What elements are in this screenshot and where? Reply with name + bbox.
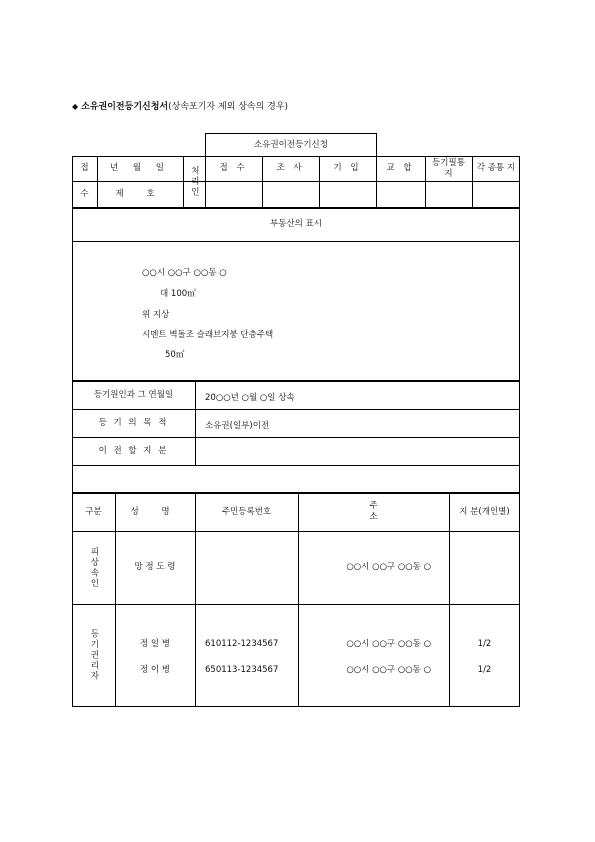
holder-2-resident-id: 650113-1234567 bbox=[205, 665, 279, 675]
col-collation: 교 합 bbox=[386, 163, 415, 174]
header-category: 구분 bbox=[85, 506, 102, 517]
deceased-name: 망 정 도 령 bbox=[134, 562, 176, 573]
property-line-land: 대 100㎡ bbox=[160, 289, 196, 299]
holder-1-resident-id: 610112-1234567 bbox=[205, 639, 279, 649]
application-header: 소유권이전등기신청 bbox=[254, 139, 328, 150]
reception-number: 제 호 bbox=[115, 189, 165, 200]
holder-1-name: 정 일 병 bbox=[139, 638, 171, 649]
reception-char-2: 수 bbox=[80, 189, 89, 200]
property-line-area: 50㎡ bbox=[165, 350, 185, 360]
holder-2-share: 1/2 bbox=[477, 664, 492, 675]
holders-group-label: 등기권리자 bbox=[88, 629, 99, 682]
property-line-building: 시멘트 벽돌조 슬래브지붕 단층주택 bbox=[142, 330, 274, 340]
property-heading: 부동산의 표시 bbox=[270, 219, 322, 230]
reception-date: 년 월 일 bbox=[109, 163, 171, 174]
cause-label: 등기원인과 그 연월일 bbox=[93, 389, 174, 400]
processor-label: 처리인 bbox=[189, 166, 200, 198]
header-name: 성 명 bbox=[130, 506, 180, 517]
form-title bbox=[72, 99, 288, 112]
deceased-group-label: 피상속인 bbox=[88, 546, 99, 589]
reception-char-1: 접 bbox=[80, 163, 89, 174]
form-title-subtitle: (상속포기자 제외 상속의 경우) bbox=[168, 102, 289, 112]
holder-1-address: ○○시 ○○구 ○○동 ○ bbox=[346, 638, 431, 649]
purpose-label: 등 기 의 목 적 bbox=[98, 417, 169, 428]
property-line-above: 위 지상 bbox=[142, 310, 170, 320]
deceased-address: ○○시 ○○구 ○○동 ○ bbox=[346, 562, 431, 573]
col-reception: 접 수 bbox=[219, 163, 248, 174]
holder-2-address: ○○시 ○○구 ○○동 ○ bbox=[346, 664, 431, 675]
col-inspection: 조 사 bbox=[276, 163, 305, 174]
header-resident-id: 주민등록번호 bbox=[221, 506, 272, 517]
header-address: 주 소 bbox=[369, 501, 418, 522]
col-various-notice: 각 종통 지 bbox=[476, 163, 516, 174]
diamond-bullet-icon: ◆ bbox=[72, 102, 79, 111]
deceased-resident-id bbox=[195, 531, 298, 604]
purpose-value: 소유권(일부)이전 bbox=[205, 421, 270, 431]
deceased-share bbox=[449, 531, 520, 604]
cause-value: 20○○년 ○월 ○일 상속 bbox=[205, 393, 295, 403]
col-completion-notice: 등기필통 지 bbox=[432, 157, 465, 179]
form-title-main: 소유권이전등기신청서 bbox=[81, 102, 169, 112]
holder-1-share: 1/2 bbox=[477, 638, 492, 649]
property-line-address: ○○시 ○○구 ○○동 ○ bbox=[142, 268, 227, 278]
share-label: 이 전 할 지 분 bbox=[98, 445, 169, 456]
col-entry: 기 입 bbox=[333, 163, 362, 174]
header-share: 지 분(개인별) bbox=[459, 506, 510, 517]
holder-2-name: 정 이 병 bbox=[139, 664, 171, 675]
